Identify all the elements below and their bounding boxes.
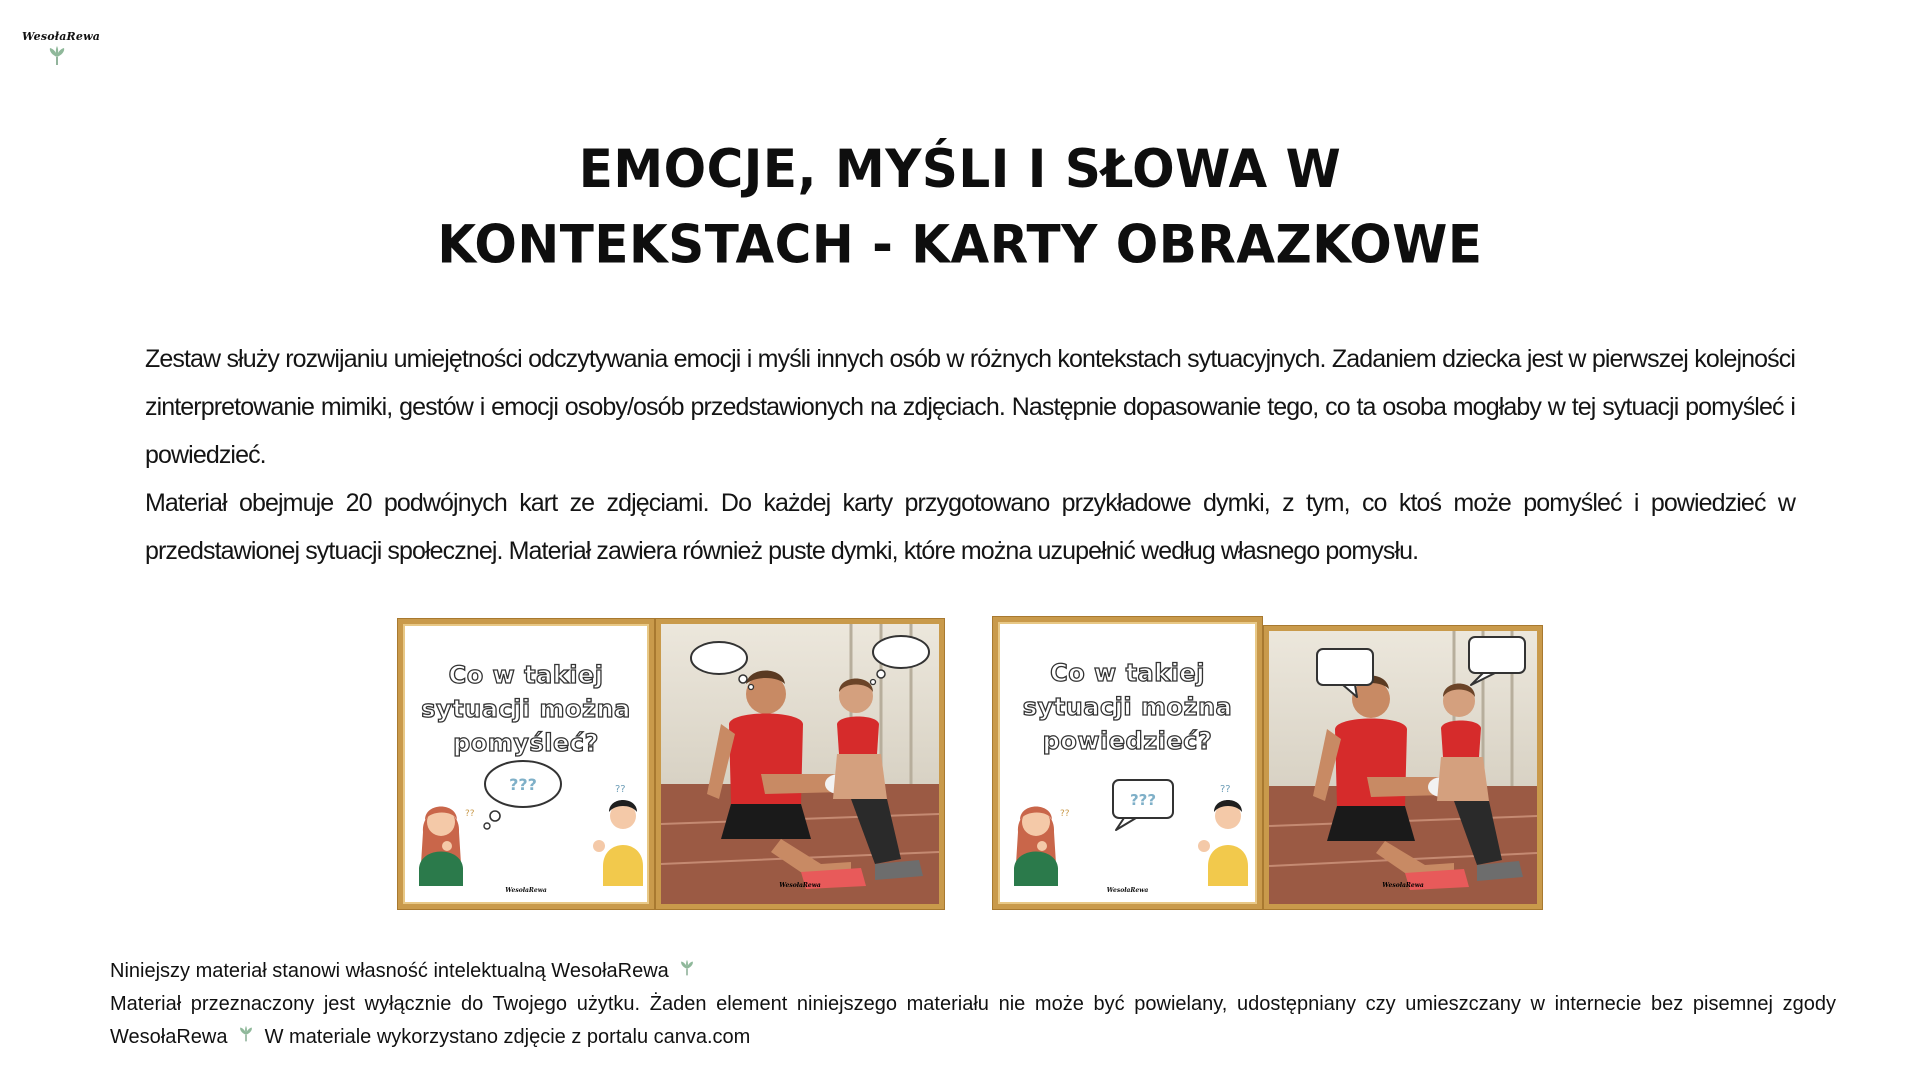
title-line-1: EMOCJE, MYŚLI I SŁOWA W (578, 138, 1342, 200)
say-question-line-1: Co w takiej (1050, 659, 1205, 687)
footer-copyright (110, 955, 1836, 1054)
leaf-icon (678, 955, 696, 988)
say-illustration (998, 622, 1257, 904)
page-title (0, 131, 1920, 282)
svg-text:??: ?? (1220, 784, 1231, 795)
footer-usage-text: Materiał przeznaczony jest wyłącznie do Twojego użytku. Żaden element niniejszego materiału nie może być powielany, udostępniany czy umieszczany w internecie bez pisemnej zgody WesołaRewa (110, 993, 1836, 1049)
svg-text:???: ??? (1129, 791, 1157, 809)
speech-bubble-icon (1113, 780, 1173, 830)
think-illustration (403, 624, 649, 904)
description-paragraph-2: Materiał obejmuje 20 podwójnych kart ze zdjęciami. Do każdej karty przygotowano przykładowe dymki, z tym, co ktoś może pomyśleć i powiedzieć w przedstawionej sytuacji społecznej. Materiał zawiera również puste dymki, które można uzupełnić według własnego pomysłu. (145, 489, 1795, 565)
svg-text:??: ?? (1060, 809, 1070, 819)
boy-icon (593, 784, 643, 886)
brand-logo (22, 30, 101, 72)
svg-text:??: ?? (465, 809, 475, 819)
svg-text:??: ?? (615, 784, 626, 795)
thought-bubble-text: ??? (509, 775, 537, 794)
say-question-line-3: powiedzieć? (1042, 727, 1213, 755)
thought-bubble-icon (484, 761, 561, 829)
description (145, 335, 1795, 575)
girl-icon (419, 807, 475, 887)
footer-ownership-text: Niniejszy materiał stanowi własność intelektualną WesołaRewa (110, 960, 669, 982)
think-question-line-3: pomyśleć? (453, 729, 599, 757)
card-logo: WesołaRewa (1106, 887, 1149, 894)
runners-photo (661, 624, 939, 904)
think-question-line-1: Co w takiej (448, 661, 604, 689)
footer-line-1 (110, 955, 1836, 988)
runners-photo (1269, 631, 1537, 904)
say-question-card (993, 617, 1262, 909)
think-question-card (398, 619, 654, 909)
say-question-line-2: sytuacji można (1022, 693, 1233, 721)
photo-card-thought-bubbles (656, 619, 944, 909)
svg-text:WesołaRewa: WesołaRewa (1382, 882, 1424, 889)
description-paragraph-1: Zestaw służy rozwijaniu umiejętności odczytywania emocji i myśli innych osób w różnych kontekstach sytuacyjnych. Zadaniem dziecka jest w pierwszej kolejności zinterpretowanie mimiki, gestów i emocji osoby/osób przedstawionych na zdjęciach. Następnie dopasowanie tego, co ta osoba mogłaby w tej sytuacji pomyśleć i powiedzieć. (145, 345, 1795, 469)
leaf-icon (237, 1021, 255, 1054)
photo-card-speech-bubbles (1264, 626, 1542, 909)
think-question-line-2: sytuacji można (421, 695, 631, 723)
leaf-icon (22, 45, 92, 72)
svg-text:WesołaRewa: WesołaRewa (779, 882, 821, 889)
boy-icon (1198, 784, 1248, 886)
girl-icon (1014, 807, 1070, 887)
card-logo: WesołaRewa (505, 887, 547, 894)
footer-line-2 (110, 988, 1836, 1054)
brand-name: WesołaRewa (22, 30, 101, 43)
footer-photo-credit: W materiale wykorzystano zdjęcie z portalu canva.com (264, 1026, 751, 1049)
title-line-2: KONTEKSTACH - KARTY OBRAZKOWE (437, 214, 1483, 276)
